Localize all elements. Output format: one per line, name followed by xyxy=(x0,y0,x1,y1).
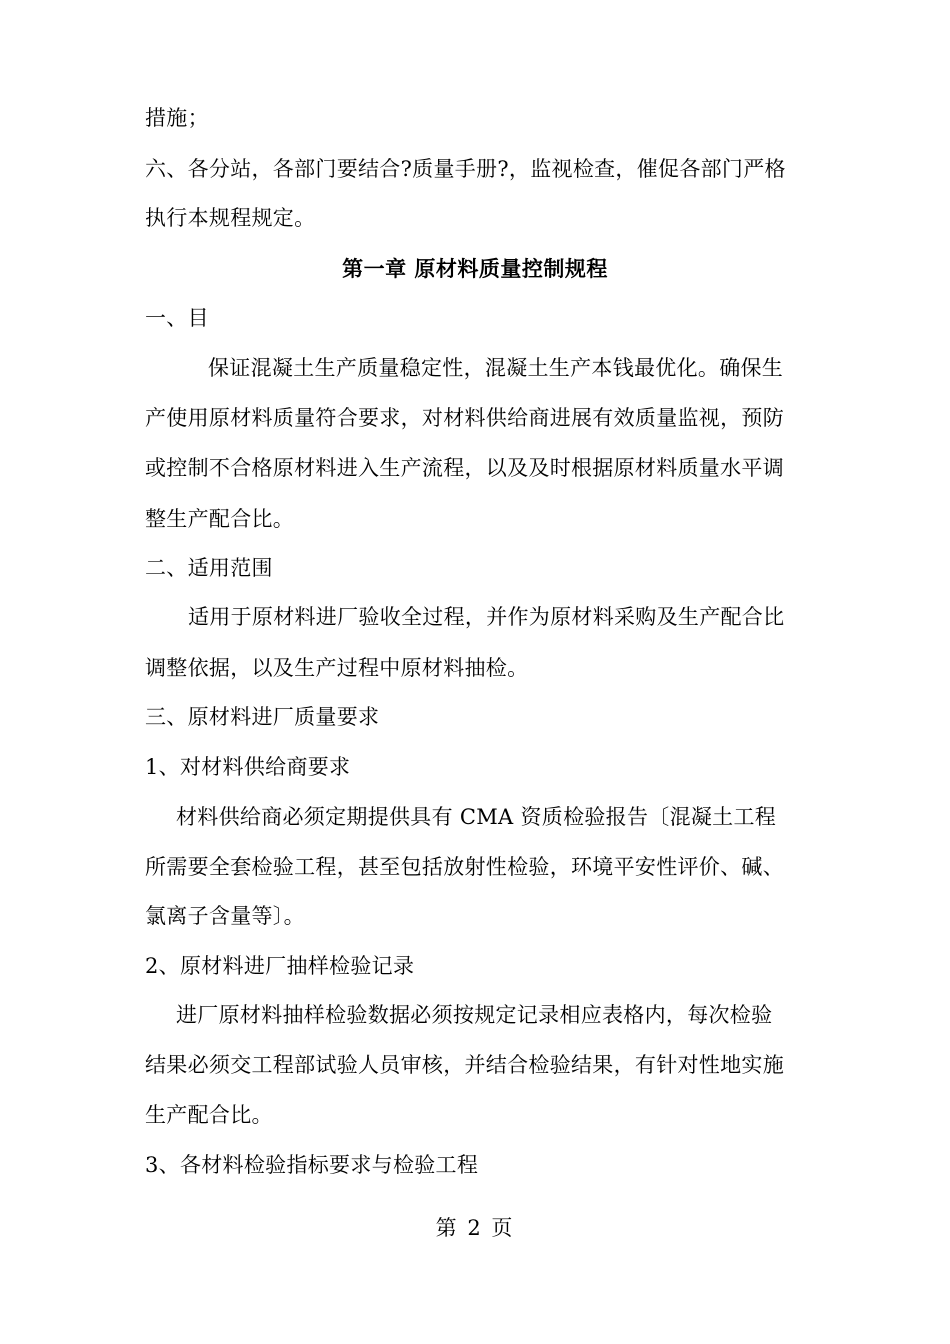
subsection-heading: 1、对材料供给商要求 xyxy=(145,755,351,779)
paragraph-line: 调整依据，以及生产过程中原材料抽检。 xyxy=(145,656,529,680)
paragraph-line: 生产配合比。 xyxy=(145,1103,273,1127)
paragraph-line: 所需要全套检验工程，甚至包括放射性检验，环境平安性评价、碱、 xyxy=(145,855,784,879)
section-heading: 一、目 xyxy=(145,306,209,330)
chapter-title: 第一章 原材料质量控制规程 xyxy=(342,256,608,281)
paragraph-line: 结果必须交工程部试验人员审核，并结合检验结果，有针对性地实施 xyxy=(145,1053,784,1077)
paragraph-line: 材料供给商必须定期提供具有 CMA 资质检验报告〔混凝土工程 xyxy=(176,805,777,829)
paragraph-line: 进厂原材料抽样检验数据必须按规定记录相应表格内，每次检验 xyxy=(176,1003,773,1027)
paragraph-line: 产使用原材料质量符合要求，对材料供给商进展有效质量监视，预防 xyxy=(145,406,784,430)
paragraph-line: 或控制不合格原材料进入生产流程，以及及时根据原材料质量水平调 xyxy=(145,456,784,480)
page-number: 第 2 页 xyxy=(435,1216,515,1240)
subsection-heading: 2、原材料进厂抽样检验记录 xyxy=(145,954,415,978)
subsection-heading: 3、各材料检验指标要求与检验工程 xyxy=(145,1153,479,1177)
paragraph-line: 适用于原材料进厂验收全过程，并作为原材料采购及生产配合比 xyxy=(188,605,785,629)
paragraph-line: 保证混凝土生产质量稳定性，混凝土生产本钱最优化。确保生 xyxy=(208,356,784,380)
section-heading: 二、适用范围 xyxy=(145,556,273,580)
paragraph-line: 措施； xyxy=(145,106,209,130)
paragraph-line: 执行本规程规定。 xyxy=(145,206,316,230)
paragraph-line: 六、各分站，各部门要结合?质量手册?，监视检查，催促各部门严格 xyxy=(145,157,786,181)
paragraph-line: 整生产配合比。 xyxy=(145,507,295,531)
paragraph-line: 氯离子含量等〕。 xyxy=(145,904,305,928)
section-heading: 三、原材料进厂质量要求 xyxy=(145,705,380,729)
